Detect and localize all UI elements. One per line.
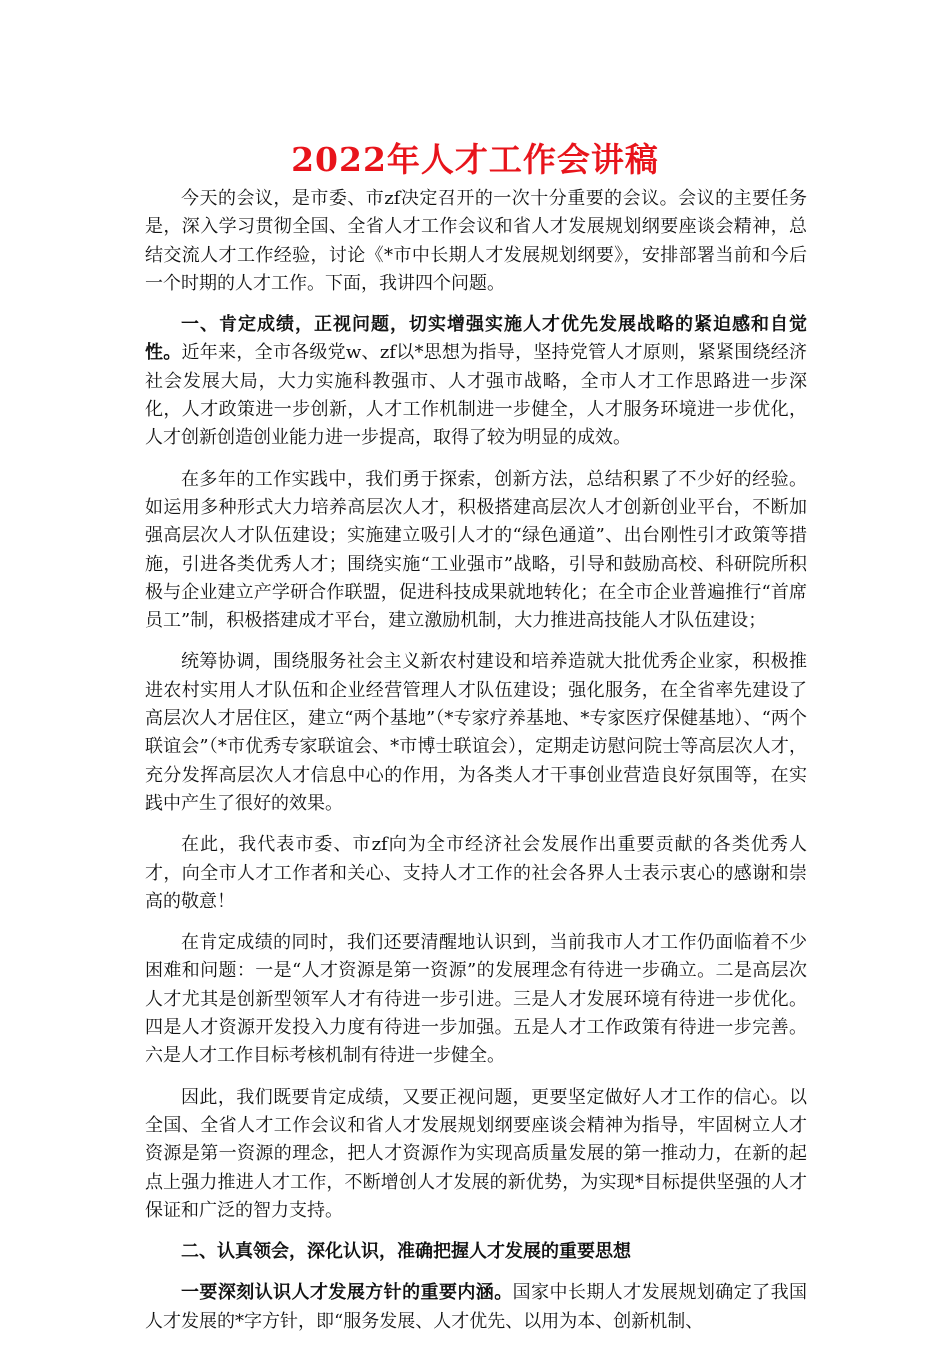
heading-text: 二、认真领会，深化认识，准确把握人才发展的重要思想 (181, 1241, 631, 1263)
paragraph-text: 国家中长期人才发展规划确定了我国人才发展的*字方针，即“服务发展、人才优先、以用为本、创新机制、 (145, 1282, 808, 1332)
section-heading-one: 一、肯定成绩，正视问题，切实增强实施人才优先发展战略的紧迫感和自觉性。 (145, 314, 807, 364)
paragraph-text: 在多年的工作实践中，我们勇于探索，创新方法，总结积累了不少好的经验。如运用多种形式大力培养高层次人才，积极搭建高层次人才创新创业平台，不断加强高层次人才队伍建设；实施建立吸引人才的“绿色通道”、出台刚性引才政策等措施，引进各类优秀人才；围绕实施“工业强市”战略，引导和鼓励高校、科研院所积极与企业建立产学研合作联盟，促进科技成果就地转化；在全市企业普遍推行“首席员工”制，积极搭建成才平台，建立激励机制，大力推进高技能人才队伍建设； (145, 468, 807, 632)
document-body (145, 185, 807, 1349)
paragraph-text: 在肯定成绩的同时，我们还要清醒地认识到，当前我市人才工作仍面临着不少困难和问题：一是“人才资源是第一资源”的发展理念有待进一步确立。二是高层次人才尤其是创新型领军人才有待进一步引进。三是人才发展环境有待进一步优化。四是人才资源开发投入力度有待进一步加强。五是人才工作政策有待进一步完善。六是人才工作目标考核机制有待进一步健全。 (145, 932, 807, 1067)
paragraph-thanks (145, 831, 807, 916)
paragraph-text: 今天的会议，是市委、市zf决定召开的一次十分重要的会议。会议的主要任务是，深入学习贯彻全国、全省人才工作会议和省人才发展规划纲要座谈会精神，总结交流人才工作经验，讨论《*市中长期人才发展规划纲要》，安排部署当前和今后一个时期的人才工作。下面，我讲四个问题。 (145, 188, 807, 294)
paragraph-experience (145, 466, 807, 636)
paragraph-problems (145, 929, 807, 1070)
section-heading-two (145, 1238, 807, 1266)
subsection-heading-one: 一要深刻认识人才发展方针的重要内涵。 (181, 1282, 513, 1304)
paragraph-guideline (145, 1279, 807, 1336)
paragraph-therefore (145, 1084, 807, 1225)
paragraph-coordination (145, 648, 807, 818)
paragraph-text: 统筹协调，围绕服务社会主义新农村建设和培养造就大批优秀企业家，积极推进农村实用人才队伍和企业经营管理人才队伍建设；强化服务，在全省率先建设了高层次人才居住区，建立“两个基地”（*专家疗养基地、*专家医疗保健基地）、“两个联谊会”（*市优秀专家联谊会、*市博士联谊会），定期走访慰问院士等高层次人才，充分发挥高层次人才信息中心的作用，为各类人才干事创业营造良好氛围等，在实践中产生了很好的效果。 (145, 651, 807, 814)
document-title: 2022年人才工作会讲稿 (291, 140, 659, 179)
paragraph-opening (145, 185, 807, 298)
paragraph-text: 因此，我们既要肯定成绩，又要正视问题，更要坚定做好人才工作的信心。以全国、全省人才工作会议和省人才发展规划纲要座谈会精神为指导，牢固树立人才资源是第一资源的理念，把人才资源作为实现高质量发展的第一推动力，在新的起点上强力推进人才工作，不断增创人才发展的新优势，为实现*目标提供坚强的人才保证和广泛的智力支持。 (145, 1086, 807, 1221)
paragraph-text: 近年来，全市各级党w、zf以*思想为指导，坚持党管人才原则，紧紧围绕经济社会发展大局，大力实施科教强市、人才强市战略，全市人才工作思路进一步深化，人才政策进一步创新，人才工作机制进一步健全，人才服务环境进一步优化，人才创新创造创业能力进一步提高，取得了较为明显的成效。 (145, 342, 807, 449)
paragraph-section-one (145, 311, 807, 452)
paragraph-text: 在此，我代表市委、市zf向为全市经济社会发展作出重要贡献的各类优秀人才，向全市人才工作者和关心、支持人才工作的社会各界人士表示衷心的感谢和崇高的敬意！ (145, 834, 807, 912)
